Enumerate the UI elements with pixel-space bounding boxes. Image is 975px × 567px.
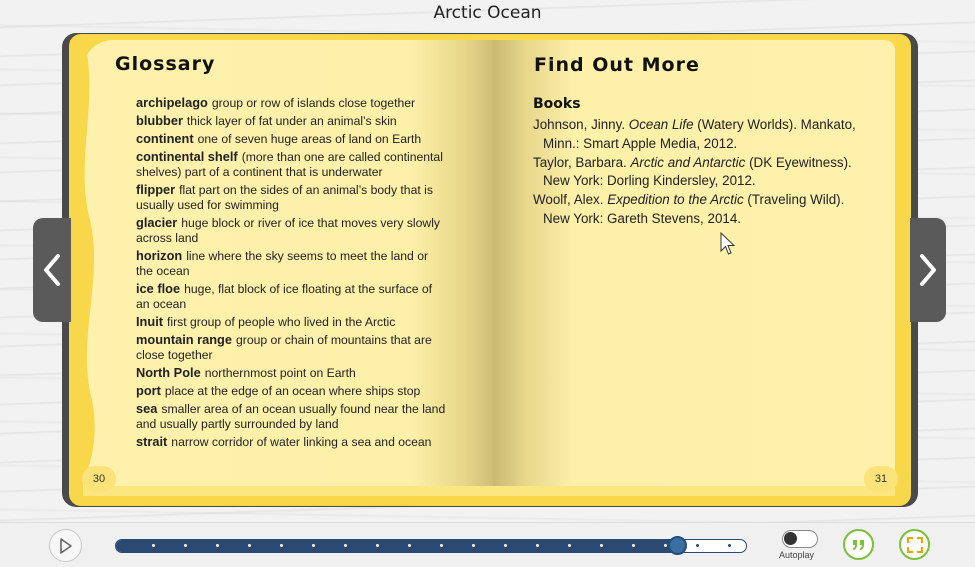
glossary-term: sea [136,401,158,416]
progress-step-dot [504,544,507,547]
progress-step-dot [600,544,603,547]
chevron-left-icon [42,253,62,287]
glossary-entry [136,383,446,399]
glossary-entry [136,332,446,363]
glossary-entry [136,434,446,450]
progress-step-dot [184,544,187,547]
reference-author: Woolf, Alex. [533,192,608,208]
reference-title: Ocean Life [628,117,694,132]
previous-page-button[interactable] [33,218,71,322]
books-subheading: Books [533,96,581,112]
glossary-definition: group or chain of mountains that are close together [136,333,432,362]
progress-step-dot [472,544,475,547]
autoplay-toggle[interactable] [782,530,818,548]
glossary-entry [136,215,446,246]
glossary-term: horizon [136,248,183,263]
glossary-entry [136,182,446,213]
page-progress-slider[interactable] [115,539,747,553]
page-number-left: 30 [82,466,116,492]
glossary-term: blubber [136,113,183,128]
progress-step-dot [440,544,443,547]
glossary-definition: northernmost point on Earth [204,366,356,380]
glossary-term: port [136,383,161,398]
glossary-entry [136,113,446,129]
glossary-term: strait [136,434,168,449]
page-number-right: 31 [864,466,898,492]
autoplay-toggle-knob [784,532,797,545]
reference-author: Taylor, Barbara. [533,154,631,170]
glossary-entry [136,149,446,180]
progress-step-dot [280,544,283,547]
glossary-entry [136,314,446,330]
play-button[interactable] [49,529,82,562]
progress-step-dot [344,544,347,547]
find-out-more-heading: Find Out More [534,54,700,76]
page-bottom-edge [83,486,895,496]
glossary-term: mountain range [136,332,232,347]
progress-step-dot [152,544,155,547]
glossary-term: North Pole [136,365,201,380]
glossary-term: continent [136,131,194,146]
next-page-button[interactable] [910,218,946,322]
page-title: Arctic Ocean [433,3,542,23]
progress-step-dot [728,544,731,547]
glossary-definition: group or row of islands close together [211,96,416,110]
progress-step-dot [408,544,411,547]
glossary-definition: first group of people who lived in the Arctic [167,315,396,329]
glossary-entry [136,401,446,432]
progress-step-dot [376,544,379,547]
glossary-term: continental shelf [136,149,238,164]
quote-button[interactable] [843,529,874,560]
reference-title: Expedition to the Arctic [607,192,744,208]
glossary-definition: huge, flat block of ice floating at the surface of an ocean [136,282,433,311]
progress-step-dot [664,544,667,547]
glossary-definition: (more than one are called continental shelves) part of a continent that is underwater [136,150,443,179]
glossary-definition: smaller area of an ocean usually found near the land and usually partly surrounded by land [136,402,446,431]
glossary-heading: Glossary [115,53,216,75]
glossary-definition: one of seven huge areas of land on Earth [197,132,422,146]
autoplay-label: Autoplay [779,550,815,560]
book-reference [533,154,873,192]
glossary-term: archipelago [136,95,208,110]
glossary-entry [136,95,446,111]
glossary-definition: line where the sky seems to meet the land or the ocean [136,249,429,278]
glossary-list [136,95,446,452]
glossary-term: flipper [136,182,176,197]
glossary-definition: thick layer of fat under an animal’s skin [186,114,397,128]
progress-step-dot [632,544,635,547]
glossary-entry [136,281,446,312]
play-icon [59,538,73,554]
mouse-cursor-icon [720,232,736,256]
progress-fill [116,540,678,552]
glossary-definition: narrow corridor of water linking a sea and ocean [171,435,432,449]
glossary-entry [136,365,446,381]
reference-list [533,116,873,229]
glossary-definition: flat part on the sides of an animal’s body that is usually used for swimming [136,183,433,212]
quote-icon [851,538,867,552]
glossary-entry [136,131,446,147]
book-reference [533,116,873,154]
fullscreen-icon [907,537,923,553]
reference-details: (Traveling Wild). New York: Gareth Stevens, 2014. [543,192,845,226]
reference-title: Arctic and Antarctic [630,154,746,170]
progress-step-dot [568,544,571,547]
reference-details: (Watery Worlds). Mankato, Minn.: Smart Apple Media, 2012. [543,117,856,151]
progress-step-dot [312,544,315,547]
glossary-term: Inuit [136,314,164,329]
progress-step-dot [696,544,699,547]
reference-author: Johnson, Jinny. [533,117,629,132]
progress-slider-thumb[interactable] [668,536,687,555]
fullscreen-button[interactable] [899,529,930,560]
page-wave-decoration [70,40,100,480]
chevron-right-icon [918,253,938,287]
progress-step-dot [216,544,219,547]
glossary-definition: place at the edge of an ocean where ships stop [164,384,421,398]
glossary-entry [136,248,446,279]
progress-step-dot [536,544,539,547]
glossary-term: ice floe [136,281,181,296]
progress-step-dot [248,544,251,547]
book-reference [533,191,873,229]
glossary-term: glacier [136,215,178,230]
reference-details: (DK Eyewitness). New York: Dorling Kindersley, 2012. [543,154,852,189]
glossary-definition: huge block or river of ice that moves very slowly across land [136,216,441,245]
